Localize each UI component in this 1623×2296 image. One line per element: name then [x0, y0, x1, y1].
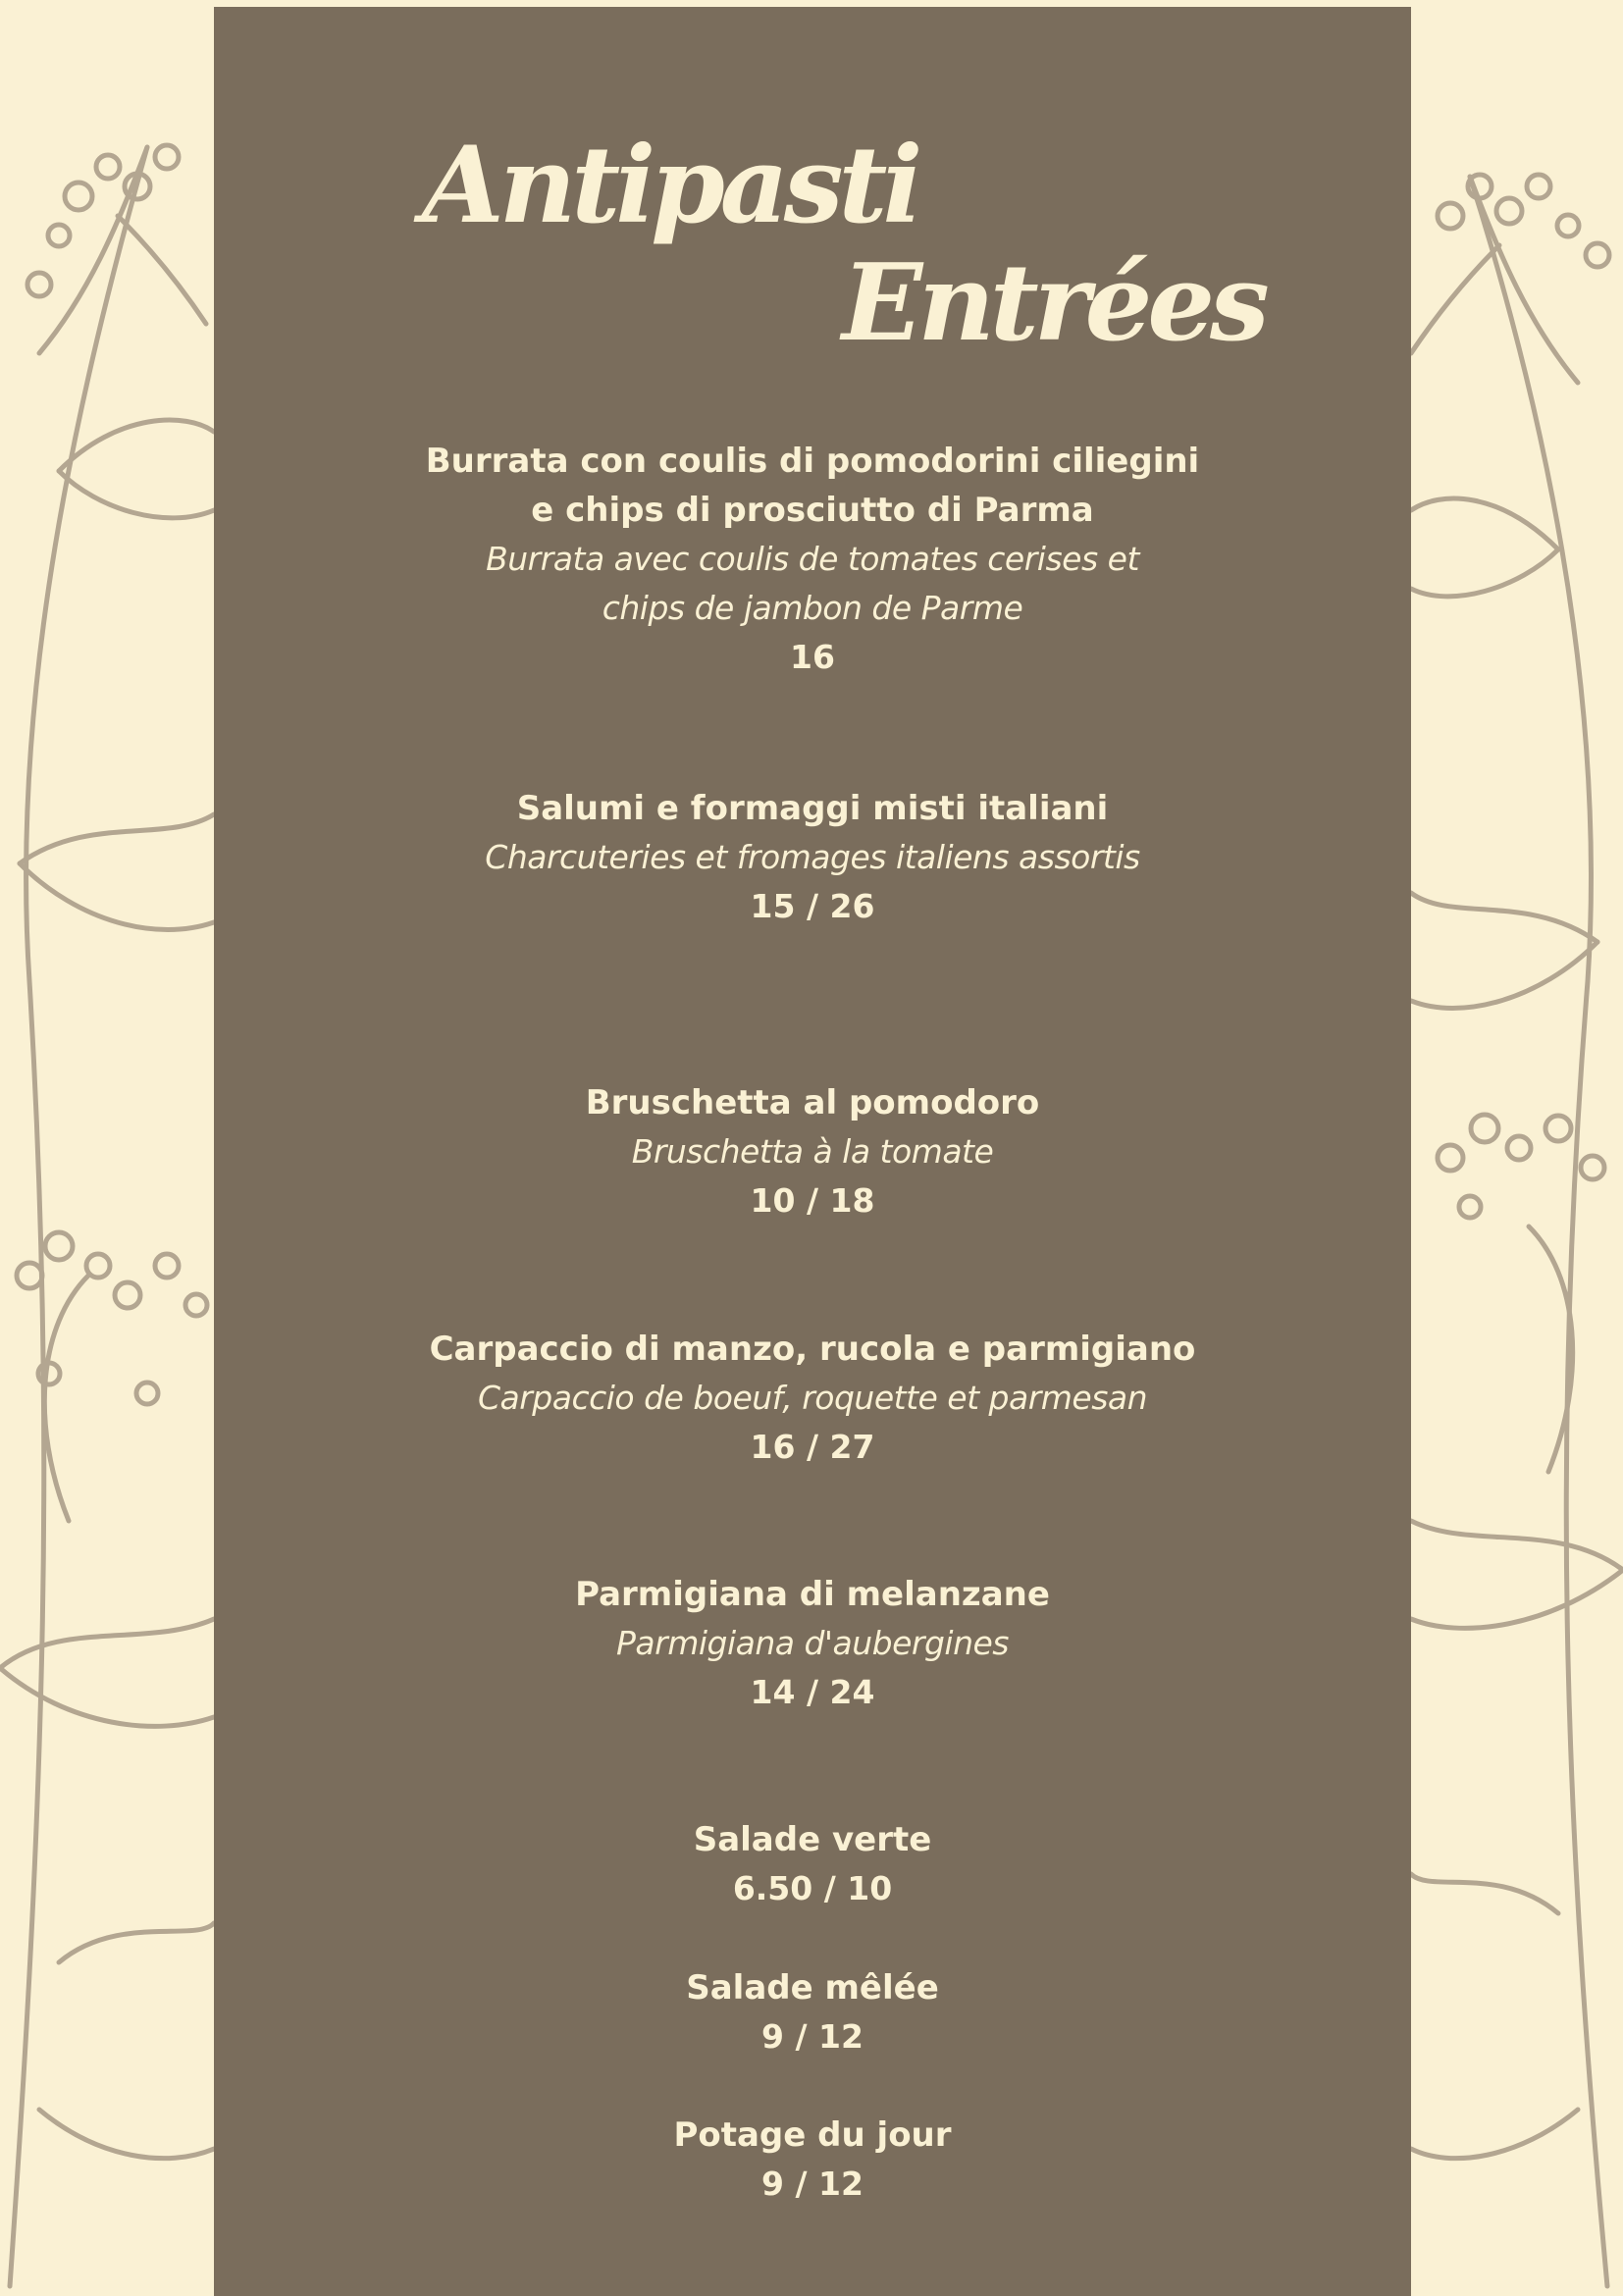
menu-item-price: 9 / 12: [761, 2165, 864, 2203]
menu-title-italian: Antipasti: [422, 124, 918, 247]
menu-item-name: Carpaccio di manzo, rucola e parmigiano: [429, 1330, 1196, 1369]
menu-item-description: Burrata avec coulis de tomates cerises et chips de jambon de Parme: [486, 540, 1139, 627]
menu-item-salade-melee: [214, 1963, 1411, 2061]
menu-item-price: 9 / 12: [761, 2017, 864, 2056]
menu-item-name: Bruschetta al pomodoro: [585, 1083, 1040, 1122]
botanical-illustration-right: [1411, 0, 1623, 2296]
menu-item-salumi: [214, 784, 1411, 931]
menu-item-salade-verte: [214, 1815, 1411, 1913]
menu-item-price: 15 / 26: [750, 887, 875, 925]
menu-item-parmigiana: [214, 1570, 1411, 1717]
menu-item-name: Salade verte: [693, 1820, 932, 1859]
menu-item-name: Salumi e formaggi misti italiani: [516, 789, 1109, 828]
menu-item-price: 16 / 27: [750, 1428, 875, 1466]
menu-item-price: 16: [790, 638, 835, 676]
menu-item-name: Potage du jour: [673, 2115, 952, 2155]
menu-item-bruschetta: [214, 1078, 1411, 1226]
menu-item-name: Salade mêlée: [686, 1968, 939, 2008]
menu-item-description: Parmigiana d'aubergines: [616, 1624, 1009, 1662]
menu-item-name: Parmigiana di melanzane: [575, 1575, 1050, 1614]
menu-title-french: Entrées: [842, 241, 1265, 365]
menu-item-potage: [214, 2111, 1411, 2209]
menu-item-price: 6.50 / 10: [732, 1869, 893, 1907]
menu-item-price: 10 / 18: [750, 1181, 875, 1220]
menu-item-burrata: [214, 437, 1411, 682]
menu-item-name: Burrata con coulis di pomodorini ciliegini e chips di prosciutto di Parma: [425, 442, 1200, 530]
menu-panel: [214, 7, 1411, 2296]
menu-item-description: Charcuteries et fromages italiens assortis: [485, 838, 1140, 876]
menu-item-carpaccio: [214, 1325, 1411, 1472]
menu-item-price: 14 / 24: [750, 1673, 875, 1711]
menu-item-description: Bruschetta à la tomate: [631, 1132, 994, 1171]
menu-item-description: Carpaccio de boeuf, roquette et parmesan: [477, 1379, 1148, 1417]
botanical-illustration-left: [0, 0, 214, 2296]
